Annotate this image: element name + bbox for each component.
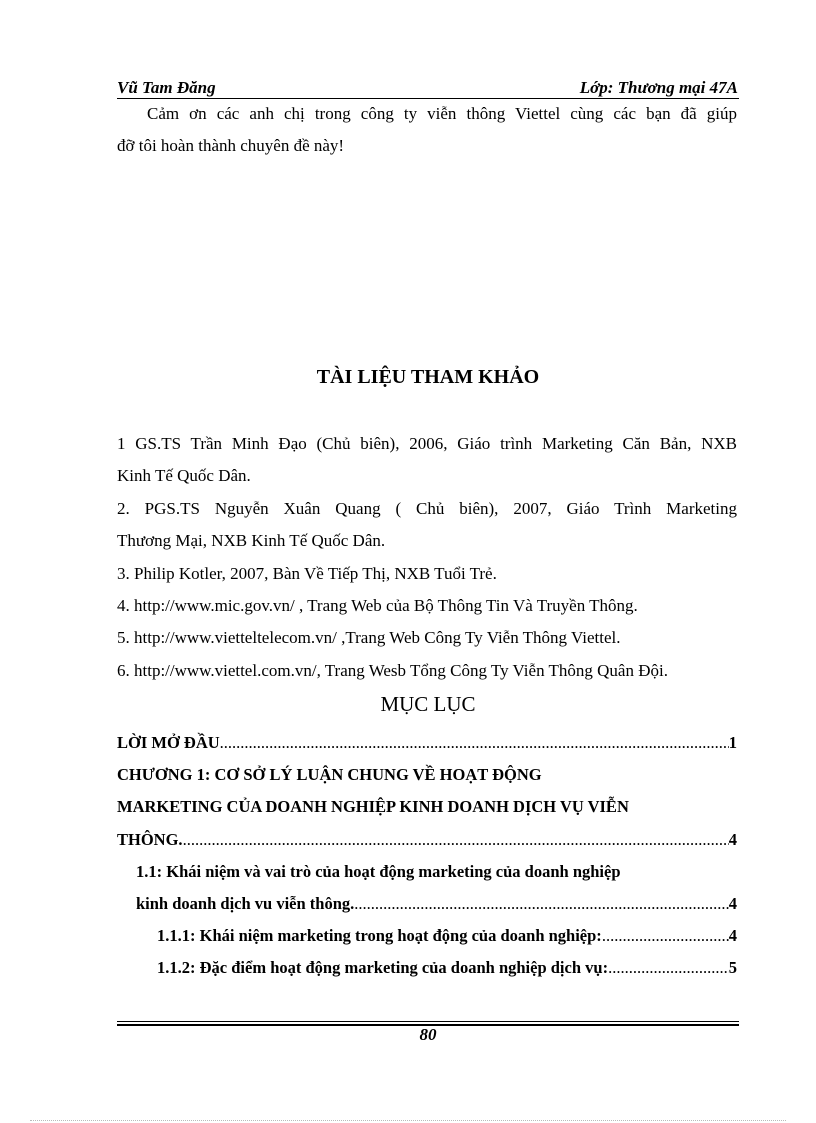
toc-leader [354, 894, 728, 914]
reference-1-line-1: 1 GS.TS Trần Minh Đạo (Chủ biên), 2006, Giáo trình Marketing Căn Bản, NXB [117, 434, 737, 453]
reference-2-line-1: 2. PGS.TS Nguyễn Xuân Quang ( Chủ biên), 2007, Giáo Trình Marketing [117, 499, 737, 518]
toc-entry-text: 1.1.1: Khái niệm marketing trong hoạt động của doanh nghiệp: [157, 926, 602, 945]
toc-entry-page: 4 [728, 926, 737, 945]
toc-entry-text: 1.1: Khái niệm và vai trò của hoạt động marketing của doanh nghiệp [136, 862, 621, 881]
thanks-line-2: đỡ tôi hoàn thành chuyên đề này! [117, 136, 345, 155]
toc-entry-page: 1 [728, 733, 737, 752]
reference-1-line-2: Kinh Tế Quốc Dân. [117, 466, 251, 485]
page-number: 80 [419, 1025, 437, 1044]
reference-4: 4. http://www.mic.gov.vn/ , Trang Web của Bộ Thông Tin Và Truyền Thông. [117, 596, 638, 615]
toc-entry-1-1-1 [157, 926, 737, 946]
reference-3: 3. Philip Kotler, 2007, Bàn Về Tiếp Thị, NXB Tuổi Trẻ. [117, 564, 497, 583]
references-title: TÀI LIỆU THAM KHẢO [316, 366, 540, 388]
footer-rule [117, 1021, 739, 1022]
toc-entry-1-1-2 [157, 958, 737, 978]
reference-5: 5. http://www.vietteltelecom.vn/ ,Trang Web Công Ty Viễn Thông Viettel. [117, 628, 621, 647]
toc-entry-text: 1.1.2: Đặc điểm hoạt động marketing của doanh nghiệp dịch vụ: [157, 958, 609, 977]
toc-entry-page: 4 [728, 830, 737, 849]
toc-entry-page: 4 [728, 894, 737, 913]
toc-leader [183, 830, 729, 850]
toc-title: MỤC LỤC [380, 692, 476, 716]
toc-entry-1-1-line-2 [136, 894, 737, 914]
toc-entry-loi-mo-dau [117, 733, 737, 753]
header-class: Lớp: Thương mại 47A [579, 78, 738, 97]
toc-leader [220, 733, 729, 753]
toc-entry-chapter-1-line-1 [117, 765, 542, 785]
toc-entry-text: kinh doanh dịch vu viễn thông. [136, 894, 355, 913]
toc-entry-text: THÔNG. [117, 830, 183, 849]
reference-6: 6. http://www.viettel.com.vn/, Trang Wesb Tổng Công Ty Viễn Thông Quân Đội. [117, 661, 668, 680]
thanks-line-1: Cảm ơn các anh chị trong công ty viễn thông Viettel cùng các bạn đã giúp [147, 104, 737, 123]
toc-entry-text: LỜI MỞ ĐẦU [117, 733, 220, 752]
toc-leader [608, 958, 729, 978]
toc-entry-chapter-1-line-3 [117, 830, 737, 850]
toc-entry-text: CHƯƠNG 1: CƠ SỞ LÝ LUẬN CHUNG VỀ HOẠT ĐỘNG [117, 765, 542, 784]
toc-entry-text: MARKETING CỦA DOANH NGHIỆP KINH DOANH DỊCH VỤ VIỄN [117, 797, 629, 816]
toc-entry-page: 5 [728, 958, 737, 977]
page-edge-dotted [30, 1120, 786, 1121]
header-rule [117, 98, 739, 99]
header-author: Vũ Tam Đăng [117, 78, 216, 97]
toc-entry-chapter-1-line-2 [117, 797, 629, 817]
reference-2-line-2: Thương Mại, NXB Kinh Tế Quốc Dân. [117, 531, 386, 550]
toc-leader [602, 926, 729, 946]
toc-entry-1-1-line-1 [136, 862, 621, 882]
